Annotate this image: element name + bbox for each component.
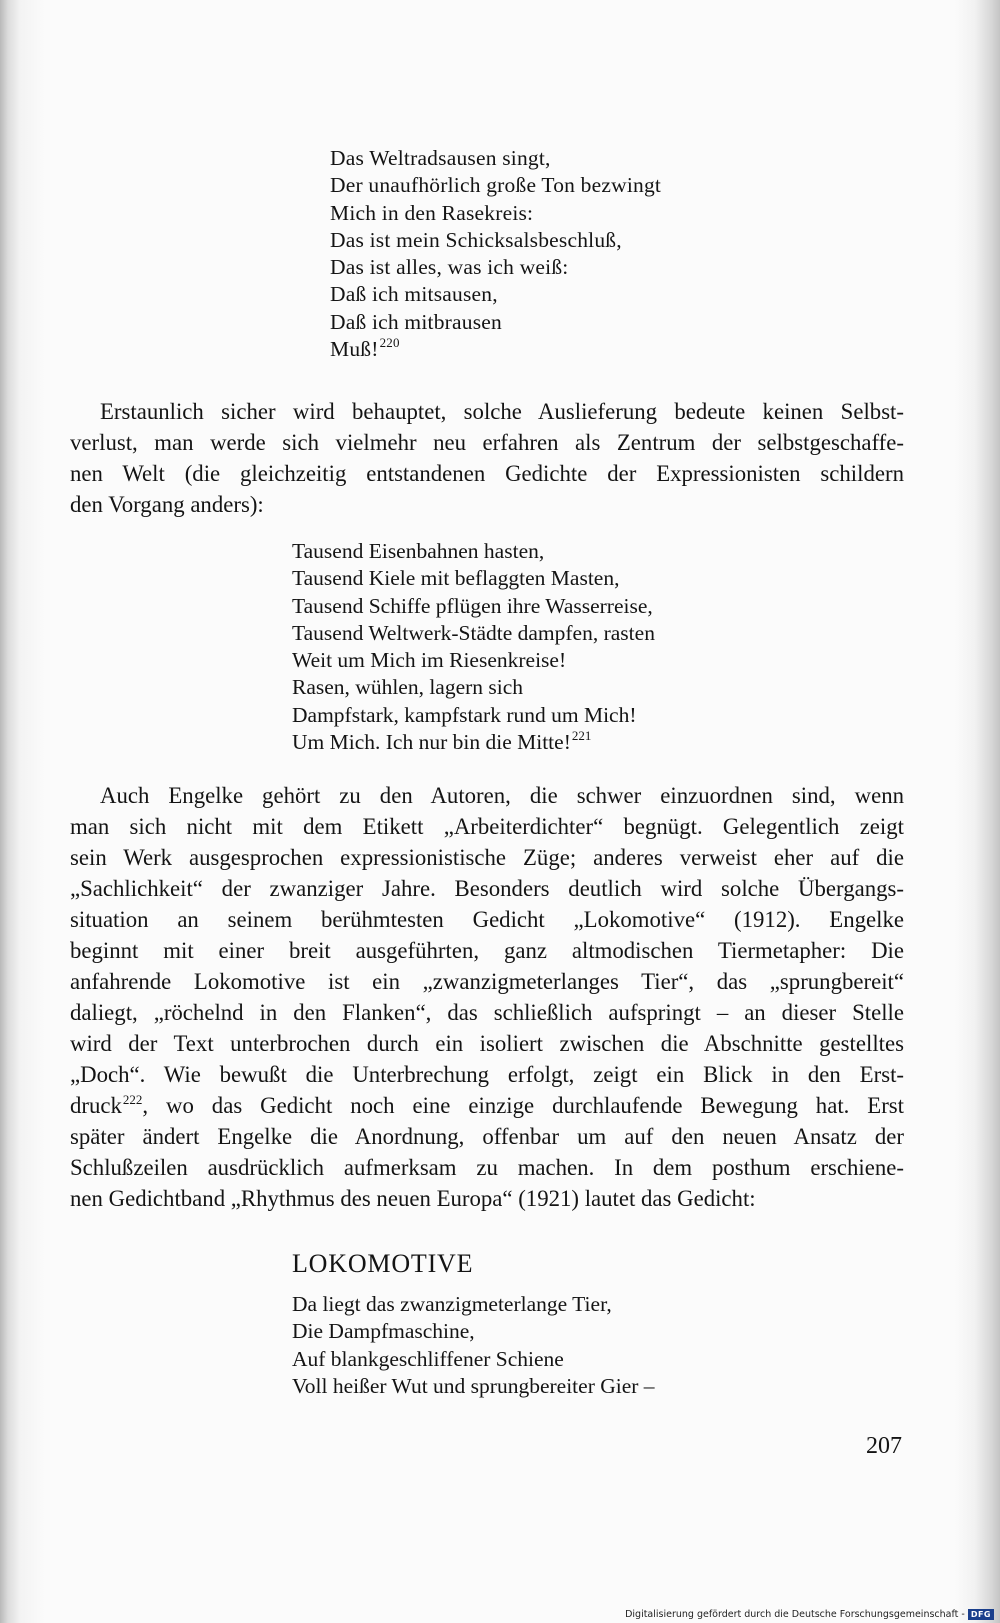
paragraph-line-rest: , wo das Gedicht noch eine einzige durchlaufende Bewegung hat. Erst <box>142 1093 904 1118</box>
paragraph-line: man sich nicht mit dem Etikett „Arbeiterdichter“ begnügt. Gelegentlich zeigt <box>70 814 904 839</box>
paragraph-line: beginnt mit einer breit ausgeführten, ganz altmodischen Tiermetapher: Die <box>70 938 904 963</box>
poem-line: Daß ich mitbrausen <box>330 309 502 334</box>
paragraph-line: nen Welt (die gleichzeitig entstandenen Gedichte der Expressionisten schildern <box>70 461 904 486</box>
poem-line: Die Dampfmaschine, <box>292 1319 475 1344</box>
poem-line: Rasen, wühlen, lagern sich <box>292 675 524 700</box>
poem-line <box>330 336 661 363</box>
paragraph-line: Erstaunlich sicher wird behauptet, solche Auslieferung bedeute keinen Selbst- <box>100 399 904 424</box>
page-number: 207 <box>866 1433 902 1459</box>
poem-line: Der unaufhörlich große Ton bezwingt <box>330 173 662 198</box>
poem-line: Tausend Eisenbahnen hasten, <box>292 539 545 563</box>
paragraph-2 <box>70 780 904 1214</box>
paragraph-line-start: druck <box>70 1093 122 1118</box>
poem-excerpt-3 <box>292 1291 655 1400</box>
paragraph-line: wird der Text unterbrochen durch ein isoliert zwischen die Abschnitte gestelltes <box>70 1031 904 1056</box>
poem-line: Tausend Schiffe pflügen ihre Wasserreise, <box>292 593 653 618</box>
poem-line <box>292 729 655 756</box>
paragraph-line: verlust, man werde sich vielmehr neu erfahren als Zentrum der selbstgeschaffe- <box>70 430 904 455</box>
paragraph-line: daliegt, „röchelnd in den Flanken“, das schließlich aufspringt – an dieser Stelle <box>70 1000 904 1025</box>
poem-title: LOKOMOTIVE <box>292 1249 474 1278</box>
poem-line: Das ist mein Schicksalsbeschluß, <box>330 227 622 252</box>
paragraph-line: sein Werk ausgesprochen expressionistische Züge; anderes verweist eher auf die <box>70 845 904 870</box>
footnote-marker: 220 <box>379 335 400 351</box>
poem-line: Daß ich mitsausen, <box>330 282 498 307</box>
poem-line: Weit um Mich im Riesenkreise! <box>292 648 567 673</box>
poem-line: Mich in den Rasekreis: <box>330 200 534 225</box>
poem-line-text: Muß! <box>330 337 379 362</box>
poem-excerpt-2 <box>292 538 655 756</box>
poem-line: Auf blankgeschliffener Schiene <box>292 1346 564 1371</box>
paragraph-1 <box>70 396 904 520</box>
footnote-marker: 222 <box>122 1092 143 1107</box>
paragraph-line: anfahrende Lokomotive ist ein „zwanzigmeterlanges Tier“, das „sprungbereit“ <box>70 969 904 994</box>
footer-text: Digitalisierung gefördert durch die Deutsche Forschungsgemeinschaft - <box>625 1609 965 1620</box>
poem-line: Da liegt das zwanzigmeterlange Tier, <box>292 1292 612 1316</box>
paragraph-line: situation an seinem berühmtesten Gedicht „Lokomotive“ (1912). Engelke <box>70 907 904 932</box>
paragraph-line: den Vorgang anders): <box>70 492 264 517</box>
paragraph-line: „Doch“. Wie bewußt die Unterbrechung erfolgt, zeigt ein Blick in den Erst- <box>70 1062 904 1087</box>
paragraph-line: nen Gedichtband „Rhythmus des neuen Europa“ (1921) lautet das Gedicht: <box>70 1186 756 1211</box>
paragraph-line: später ändert Engelke die Anordnung, offenbar um auf den neuen Ansatz der <box>70 1124 904 1149</box>
paragraph-line: Schlußzeilen ausdrücklich aufmerksam zu machen. In dem posthum erschiene- <box>70 1155 904 1180</box>
dfg-logo: DFG <box>968 1609 994 1620</box>
paragraph-line: Auch Engelke gehört zu den Autoren, die schwer einzuordnen sind, wenn <box>100 783 904 808</box>
digitization-footer <box>625 1609 994 1620</box>
poem-line: Tausend Weltwerk-Städte dampfen, rasten <box>292 620 655 645</box>
poem-line: Tausend Kiele mit beflaggten Masten, <box>292 566 620 591</box>
poem-excerpt-1 <box>330 145 661 363</box>
poem-line: Das Weltradsausen singt, <box>330 146 551 170</box>
footnote-marker: 221 <box>571 728 592 744</box>
poem-line: Das ist alles, was ich weiß: <box>330 255 569 280</box>
paragraph-line: „Sachlichkeit“ der zwanziger Jahre. Besonders deutlich wird solche Übergangs- <box>70 876 904 901</box>
poem-line: Dampfstark, kampfstark rund um Mich! <box>292 702 637 727</box>
paragraph-line <box>70 1090 904 1121</box>
poem-line-text: Um Mich. Ich nur bin die Mitte! <box>292 730 571 755</box>
poem-line: Voll heißer Wut und sprungbereiter Gier – <box>292 1373 655 1398</box>
